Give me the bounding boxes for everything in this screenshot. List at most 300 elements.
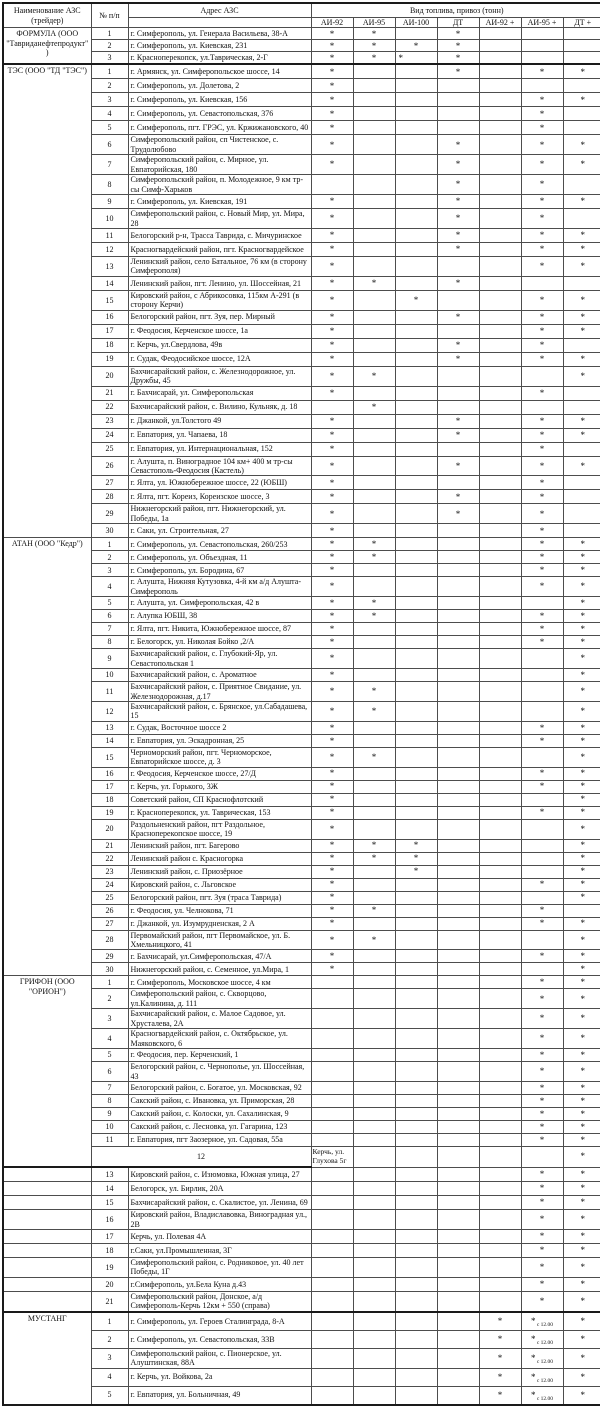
- asterisk-mark: *: [530, 1315, 536, 1326]
- asterisk-mark: *: [329, 840, 335, 851]
- fuel-mark-cell: [311, 1277, 353, 1291]
- fuel-mark-cell: [353, 989, 395, 1009]
- fuel-mark-cell: [521, 1107, 563, 1120]
- fuel-mark-cell: [395, 107, 437, 121]
- asterisk-mark: *: [329, 552, 335, 562]
- asterisk-mark: *: [371, 278, 377, 288]
- fuel-mark-cell: [311, 963, 353, 976]
- asterisk-mark: *: [329, 122, 335, 133]
- fuel-mark-cell: [563, 400, 600, 414]
- station-row: [3, 242, 600, 256]
- fuel-mark-cell: [353, 1009, 395, 1029]
- asterisk-mark: *: [455, 353, 461, 364]
- fuel-mark-cell: [311, 747, 353, 767]
- fuel-mark-cell: [479, 1230, 521, 1244]
- fuel-mark-cell: [437, 338, 479, 352]
- asterisk-mark: *: [539, 443, 545, 454]
- station-address-cell: г. Феодосия, Керченское шоссе, 1а: [128, 324, 311, 338]
- fuel-mark-cell: [395, 1120, 437, 1133]
- asterisk-mark: *: [580, 794, 585, 805]
- fuel-stations-table: [2, 2, 600, 1406]
- group-empty-cell: [3, 1182, 91, 1196]
- fuel-mark-cell: [353, 597, 395, 610]
- fuel-mark-cell: [353, 490, 395, 504]
- fuel-mark-cell: [353, 524, 395, 538]
- fuel-mark-cell: [521, 195, 563, 209]
- station-address-cell: г. Симферополь, ул. Объездная, 11: [128, 551, 311, 564]
- fuel-mark-cell: [437, 1368, 479, 1386]
- fuel-mark-cell: [437, 1120, 479, 1133]
- asterisk-mark: *: [455, 230, 461, 241]
- asterisk-mark: *: [329, 964, 335, 975]
- station-row: [3, 209, 600, 229]
- fuel-mark-cell: [311, 623, 353, 636]
- fuel-mark-cell: [521, 456, 563, 476]
- fuel-mark-cell: [521, 1291, 563, 1311]
- asterisk-mark: *: [329, 261, 335, 272]
- fuel-mark-cell: [311, 610, 353, 623]
- fuel-mark-cell: [479, 195, 521, 209]
- station-address-cell: Нижнегорский район, пгт. Нижнегорский, ул. Победы, 1а: [128, 504, 311, 524]
- fuel-mark-cell: [395, 1368, 437, 1386]
- fuel-mark-cell: [353, 242, 395, 256]
- fuel-mark-cell: [311, 1182, 353, 1196]
- fuel-mark-cell: [437, 636, 479, 649]
- fuel-mark-cell: [521, 428, 563, 442]
- asterisk-mark: *: [329, 905, 335, 916]
- fuel-mark-cell: [311, 734, 353, 747]
- station-address-cell: Белогорский район, с. Чернополье, ул. Шоссейная, 43: [128, 1062, 311, 1082]
- station-address-cell: г. Симферополь, ул. Генерала Васильева, 38-А: [128, 28, 311, 40]
- fuel-mark-cell: [563, 734, 600, 747]
- fuel-mark-cell: [521, 524, 563, 538]
- fuel-mark-cell: [563, 135, 600, 155]
- fuel-mark-cell: [563, 524, 600, 538]
- station-number-cell: 10: [91, 669, 128, 682]
- asterisk-mark: *: [455, 491, 461, 502]
- fuel-mark-cell: [395, 1277, 437, 1291]
- asterisk-mark: *: [580, 977, 585, 988]
- fuel-mark-cell: [395, 524, 437, 538]
- station-number-cell: 5: [91, 597, 128, 610]
- fuel-mark-cell: [563, 989, 600, 1009]
- group-label-cell: МУСТАНГ: [3, 1312, 91, 1405]
- fuel-mark-cell: [479, 963, 521, 976]
- group-empty-cell: [3, 1277, 91, 1291]
- group-label-cell: ТЭС (ООО "ТД "ТЭС"): [3, 64, 91, 537]
- asterisk-mark: *: [329, 525, 335, 536]
- fuel-mark-cell: [395, 476, 437, 490]
- station-number-cell: 2: [91, 551, 128, 564]
- fuel-mark-cell: [521, 701, 563, 721]
- asterisk-mark: *: [329, 686, 335, 697]
- station-row: [3, 610, 600, 623]
- address-in-fuel-cell: Керчь, ул. Глухова 5г: [311, 1146, 353, 1167]
- fuel-mark-cell: [311, 324, 353, 338]
- asterisk-mark: *: [580, 823, 585, 834]
- station-number-cell: 24: [91, 878, 128, 891]
- fuel-mark-cell: [563, 107, 600, 121]
- fuel-mark-cell: [395, 1009, 437, 1029]
- fuel-mark-cell: [563, 551, 600, 564]
- station-row: [3, 1094, 600, 1107]
- column-header-ai95: АИ-95: [353, 18, 395, 28]
- station-address-cell: г. Красноперекопск, ул.Таврическая, 2-Г: [128, 52, 311, 65]
- fuel-mark-cell: [521, 597, 563, 610]
- fuel-mark-cell: [353, 1081, 395, 1094]
- fuel-mark-cell: [563, 564, 600, 577]
- asterisk-mark: *: [580, 1333, 585, 1344]
- station-address-cell: г. Ялта, ул. Южнобережное шоссе, 22 (ЮБШ): [128, 476, 311, 490]
- fuel-mark-cell: [437, 878, 479, 891]
- station-row: [3, 256, 600, 276]
- fuel-mark-cell: [479, 175, 521, 195]
- fuel-mark-cell: [353, 721, 395, 734]
- asterisk-mark: *: [539, 951, 545, 962]
- asterisk-mark: *: [371, 552, 377, 562]
- fuel-mark-cell: [437, 456, 479, 476]
- fuel-mark-cell: [395, 1330, 437, 1348]
- station-number-cell: 17: [91, 1230, 128, 1244]
- fuel-mark-cell: [437, 538, 479, 551]
- fuel-mark-cell: [521, 1146, 563, 1167]
- fuel-mark-cell: [563, 904, 600, 917]
- fuel-mark-cell: [521, 175, 563, 195]
- fuel-mark-cell: [437, 64, 479, 79]
- asterisk-mark: *: [497, 1333, 503, 1344]
- fuel-mark-cell: [395, 1062, 437, 1082]
- station-row: [3, 490, 600, 504]
- column-header-ai92: АИ-92: [311, 18, 353, 28]
- fuel-mark-cell: [521, 865, 563, 878]
- station-row: [3, 976, 600, 989]
- asterisk-mark: *: [398, 52, 403, 63]
- fuel-mark-cell: [563, 721, 600, 734]
- station-row: [3, 747, 600, 767]
- station-number-cell: 18: [91, 338, 128, 352]
- asterisk-mark: *: [455, 28, 461, 39]
- asterisk-mark: *: [329, 80, 335, 91]
- fuel-mark-cell: [563, 917, 600, 930]
- fuel-mark-cell: [311, 442, 353, 456]
- fuel-mark-cell: [311, 414, 353, 428]
- column-header-trader: Наименование АЗС (трейдер): [3, 3, 91, 28]
- station-address-cell: Красногвардейский район, пгт. Красногвардейское: [128, 242, 311, 256]
- fuel-mark-cell: [353, 734, 395, 747]
- fuel-mark-cell: [437, 597, 479, 610]
- asterisk-mark: *: [329, 581, 335, 592]
- fuel-mark-cell: [395, 891, 437, 904]
- fuel-mark-cell: [353, 1330, 395, 1348]
- fuel-mark-cell: [437, 121, 479, 135]
- fuel-mark-cell: [395, 79, 437, 93]
- fuel-mark-cell: [437, 93, 479, 107]
- fuel-mark-cell: [563, 40, 600, 52]
- fuel-mark-cell: [395, 963, 437, 976]
- fuel-mark-cell: [521, 1049, 563, 1062]
- asterisk-mark: *: [539, 261, 545, 272]
- asterisk-mark: *: [530, 1333, 536, 1344]
- fuel-mark-cell: [311, 1167, 353, 1182]
- asterisk-mark: *: [580, 934, 585, 945]
- asterisk-mark: *: [455, 508, 461, 519]
- fuel-mark-cell: [311, 195, 353, 209]
- fuel-mark-cell: [521, 155, 563, 175]
- fuel-mark-cell: [395, 806, 437, 819]
- fuel-mark-cell: [353, 1133, 395, 1146]
- fuel-mark-cell: [521, 989, 563, 1009]
- asterisk-mark: *: [580, 1066, 585, 1077]
- station-row: [3, 352, 600, 366]
- station-address-cell: Белогорский район, пгт. Зуя, пер. Мирный: [128, 310, 311, 324]
- station-number-cell: 19: [91, 1258, 128, 1278]
- fuel-mark-cell: [311, 636, 353, 649]
- fuel-mark-cell: [311, 1107, 353, 1120]
- asterisk-mark: *: [580, 1082, 585, 1093]
- fuel-mark-cell: [563, 1330, 600, 1348]
- fuel-mark-cell: [563, 767, 600, 780]
- asterisk-mark: *: [329, 706, 335, 717]
- fuel-mark-cell: [395, 1244, 437, 1258]
- fuel-mark-cell: [395, 52, 437, 65]
- station-number-cell: 13: [91, 1167, 128, 1182]
- station-address-cell: Ленинский район с. Красногорка: [128, 852, 311, 865]
- station-row: [3, 891, 600, 904]
- asterisk-mark: *: [539, 1296, 545, 1306]
- fuel-mark-cell: [353, 93, 395, 107]
- fuel-mark-cell: [437, 28, 479, 40]
- fuel-mark-cell: [479, 649, 521, 669]
- fuel-mark-cell: [437, 701, 479, 721]
- station-number-cell: 7: [91, 623, 128, 636]
- fuel-mark-cell: [395, 28, 437, 40]
- fuel-mark-cell: [353, 976, 395, 989]
- fuel-mark-cell: [353, 310, 395, 324]
- station-number-cell: 7: [91, 155, 128, 175]
- fuel-mark-cell: [353, 1386, 395, 1405]
- station-address-cell: г. Керчь, ул. Войкова, 2а: [128, 1368, 311, 1386]
- asterisk-mark: *: [580, 415, 585, 426]
- fuel-mark-cell: [353, 107, 395, 121]
- fuel-mark-cell: [479, 276, 521, 290]
- fuel-mark-cell: [353, 1196, 395, 1210]
- station-number-cell: 1: [91, 64, 128, 79]
- asterisk-mark: *: [539, 565, 545, 575]
- fuel-mark-cell: [521, 1368, 563, 1386]
- fuel-mark-cell: [437, 107, 479, 121]
- fuel-mark-cell: [479, 1009, 521, 1029]
- asterisk-mark: *: [580, 539, 585, 549]
- asterisk-mark: *: [580, 951, 585, 962]
- asterisk-mark: *: [539, 94, 545, 105]
- fuel-mark-cell: [521, 623, 563, 636]
- fuel-mark-cell: [395, 414, 437, 428]
- station-address-cell: г. Симферополь, ул. Севастопольская, 33В: [128, 1330, 311, 1348]
- asterisk-mark: *: [413, 840, 419, 851]
- asterisk-mark: *: [539, 139, 545, 150]
- fuel-mark-cell: [563, 852, 600, 865]
- asterisk-mark: *: [539, 1049, 545, 1060]
- station-number-cell: 13: [91, 721, 128, 734]
- station-row: [3, 1196, 600, 1210]
- fuel-mark-cell: [437, 1291, 479, 1311]
- group-empty-cell: [3, 1196, 91, 1210]
- asterisk-mark: *: [539, 539, 545, 549]
- fuel-mark-cell: [353, 324, 395, 338]
- station-number-cell: 9: [91, 1107, 128, 1120]
- group-label-cell: АТАН (ООО "Кедр"): [3, 538, 91, 976]
- fuel-mark-cell: [563, 930, 600, 950]
- fuel-mark-cell: [311, 1049, 353, 1062]
- fuel-mark-cell: [521, 1009, 563, 1029]
- fuel-mark-cell: [437, 1081, 479, 1094]
- fuel-mark-cell: [437, 366, 479, 386]
- asterisk-mark: *: [539, 1197, 545, 1208]
- fuel-mark-cell: [353, 963, 395, 976]
- fuel-mark-cell: [563, 780, 600, 793]
- fuel-mark-cell: [479, 476, 521, 490]
- fuel-mark-cell: [563, 891, 600, 904]
- fuel-mark-cell: [395, 1196, 437, 1210]
- fuel-mark-cell: [311, 1230, 353, 1244]
- fuel-mark-cell: [311, 891, 353, 904]
- fuel-mark-cell: [395, 209, 437, 229]
- fuel-mark-cell: [479, 1146, 521, 1167]
- fuel-mark-cell: [479, 310, 521, 324]
- fuel-mark-cell: [479, 551, 521, 564]
- station-address-cell: г. Алушта, п. Виноградное 104 км+ 400 м тр-сы Севастополь-Феодосия (Кастель): [128, 456, 311, 476]
- fuel-mark-cell: [395, 930, 437, 950]
- asterisk-mark: *: [580, 892, 585, 903]
- station-row: [3, 338, 600, 352]
- fuel-mark-cell: [395, 577, 437, 597]
- station-number-cell: 6: [91, 135, 128, 155]
- asterisk-mark: *: [580, 1197, 585, 1208]
- fuel-mark-cell: [437, 428, 479, 442]
- fuel-mark-cell: [395, 551, 437, 564]
- asterisk-mark: *: [539, 993, 545, 1004]
- fuel-mark-cell: [311, 1062, 353, 1082]
- fuel-mark-cell: [437, 963, 479, 976]
- asterisk-mark: *: [539, 722, 545, 733]
- station-number-cell: 16: [91, 767, 128, 780]
- fuel-mark-cell: [479, 1368, 521, 1386]
- fuel-mark-cell: [563, 963, 600, 976]
- station-row: [3, 839, 600, 852]
- station-row: [3, 950, 600, 963]
- fuel-mark-cell: [395, 1210, 437, 1230]
- fuel-mark-cell: [563, 366, 600, 386]
- fuel-mark-cell: [479, 1120, 521, 1133]
- station-row: [3, 310, 600, 324]
- station-address-cell: Бахчисарайский район, с. Приятное Свидание, ул. Железнодорожная, д.17: [128, 682, 311, 702]
- station-row: [3, 414, 600, 428]
- station-number-cell: 15: [91, 747, 128, 767]
- fuel-mark-cell: [395, 1167, 437, 1182]
- asterisk-mark: *: [580, 1049, 585, 1060]
- fuel-mark-cell: [395, 428, 437, 442]
- station-row: [3, 276, 600, 290]
- fuel-mark-cell: [479, 52, 521, 65]
- station-address-cell: Сакский район, с. Лесновка, ул. Гагарина, 123: [128, 1120, 311, 1133]
- fuel-mark-cell: [311, 1081, 353, 1094]
- fuel-mark-cell: [521, 476, 563, 490]
- fuel-mark-cell: [479, 366, 521, 386]
- asterisk-mark: *: [455, 179, 461, 190]
- fuel-mark-cell: [353, 1146, 395, 1167]
- asterisk-mark: *: [539, 1169, 545, 1180]
- fuel-mark-cell: [395, 819, 437, 839]
- station-address-cell: г. Симферополь, ул. Севастопольская, 260/253: [128, 538, 311, 551]
- fuel-mark-cell: [395, 1348, 437, 1368]
- fuel-mark-cell: [395, 793, 437, 806]
- fuel-mark-cell: [353, 155, 395, 175]
- asterisk-mark: *: [530, 1352, 536, 1363]
- station-row: [3, 135, 600, 155]
- group-empty-cell: [3, 1230, 91, 1244]
- asterisk-mark: *: [539, 1245, 545, 1256]
- fuel-mark-cell: [395, 121, 437, 135]
- asterisk-mark: *: [580, 1183, 585, 1194]
- station-address-cell: Советский район, СП Краснофлотский: [128, 793, 311, 806]
- station-number-cell: 30: [91, 963, 128, 976]
- fuel-mark-cell: [479, 950, 521, 963]
- fuel-mark-cell: [353, 793, 395, 806]
- station-number-cell: 2: [91, 989, 128, 1009]
- asterisk-mark: *: [329, 40, 335, 51]
- fuel-mark-cell: [353, 1312, 395, 1331]
- fuel-mark-cell: [395, 352, 437, 366]
- station-address-cell: Кировский район, с Абрикосовка, 115км А-291 (в сторону Керчи): [128, 290, 311, 310]
- fuel-mark-cell: [311, 669, 353, 682]
- asterisk-mark: *: [580, 552, 585, 562]
- fuel-mark-cell: [311, 366, 353, 386]
- asterisk-mark: *: [539, 477, 545, 488]
- fuel-mark-cell: [437, 352, 479, 366]
- asterisk-mark: *: [580, 94, 585, 105]
- station-row: [3, 1167, 600, 1182]
- asterisk-mark: *: [329, 653, 335, 664]
- station-address-cell: Симферопольский район, с. Скворцово, ул.Калинина, д. 111: [128, 989, 311, 1009]
- fuel-mark-cell: [563, 456, 600, 476]
- fuel-mark-cell: [311, 597, 353, 610]
- fuel-mark-cell: [311, 490, 353, 504]
- fuel-mark-cell: [311, 806, 353, 819]
- fuel-mark-cell: [563, 839, 600, 852]
- fuel-mark-cell: [437, 1049, 479, 1062]
- asterisk-mark: *: [329, 491, 335, 502]
- fuel-mark-cell: [521, 551, 563, 564]
- fuel-mark-cell: [479, 917, 521, 930]
- fuel-mark-cell: [353, 747, 395, 767]
- fuel-mark-cell: [563, 386, 600, 400]
- asterisk-mark: *: [539, 1262, 545, 1273]
- fuel-mark-cell: [311, 950, 353, 963]
- asterisk-mark: *: [329, 244, 335, 255]
- asterisk-mark: *: [371, 686, 377, 697]
- station-row: [3, 79, 600, 93]
- fuel-mark-cell: [521, 1167, 563, 1182]
- fuel-mark-cell: [395, 839, 437, 852]
- fuel-mark-cell: [563, 1386, 600, 1405]
- fuel-mark-cell: [353, 504, 395, 524]
- fuel-mark-cell: [437, 175, 479, 195]
- fuel-mark-cell: [563, 290, 600, 310]
- asterisk-mark: *: [580, 879, 585, 890]
- column-header-fuel-group: Вид топлива, привоз (тонн): [311, 3, 600, 18]
- group-empty-cell: [3, 1244, 91, 1258]
- asterisk-mark: *: [580, 353, 585, 364]
